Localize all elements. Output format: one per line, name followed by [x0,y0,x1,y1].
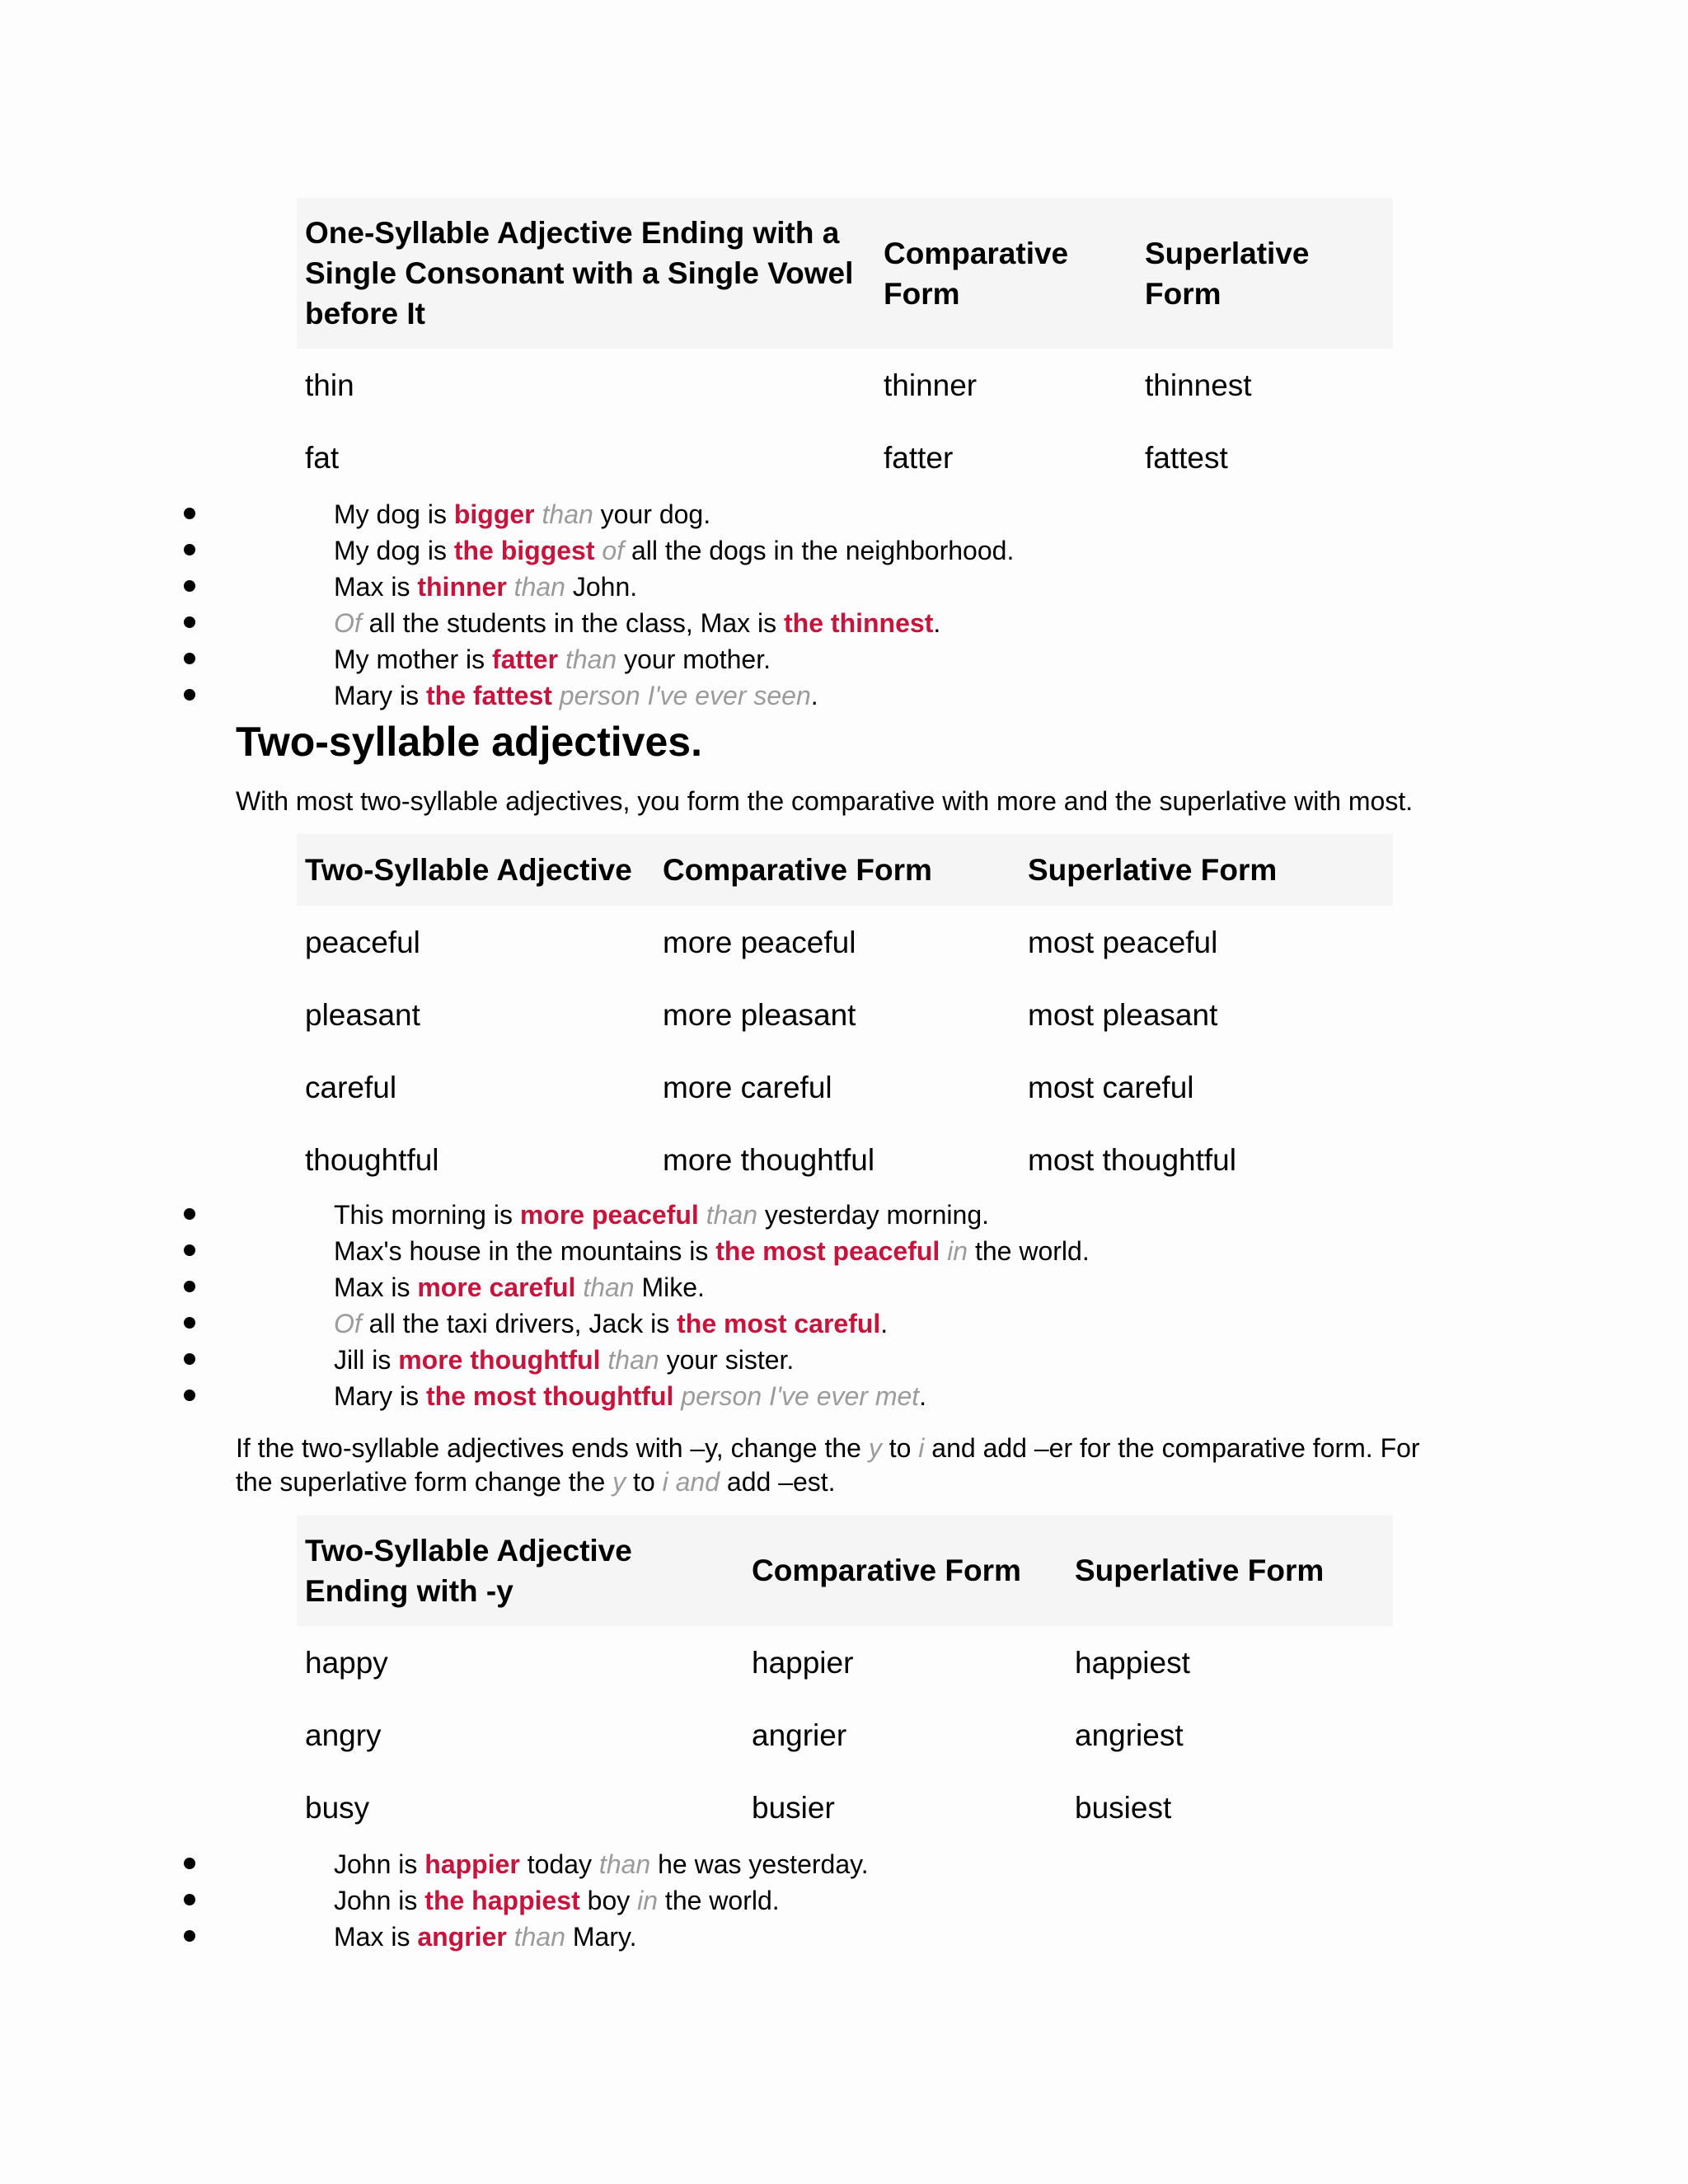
list-item [0,1919,869,1955]
bullet-icon [184,1317,195,1329]
sentence-text [507,572,514,602]
sentence-text: all the taxi drivers, Jack is [361,1309,678,1338]
table-cell: fattest [1145,440,1228,475]
example-list-two-syllable [0,1197,1090,1414]
table-cell: more thoughtful [663,1142,875,1177]
connector-word: y [612,1467,626,1497]
connector-word: Of [334,608,362,638]
table-ending-y [297,1515,1393,1844]
highlight-term: the biggest [453,536,595,565]
table-header-cell: Comparative Form [875,198,1137,349]
table-cell: thinner [884,368,978,402]
sentence-text: If the two-syllable adjectives ends with –y, change the [236,1433,869,1463]
table-cell: peaceful [305,925,420,959]
connector-word: i [918,1433,925,1463]
example-list-one-syllable [0,496,1014,714]
sentence-text [940,1236,947,1266]
bullet-icon [184,653,195,664]
sentence-text: Jill is [334,1345,399,1375]
table-header-cell: Two-Syllable Adjective Ending with -y [297,1515,743,1626]
example-list-ending-y [0,1846,869,1955]
sentence-text [507,1922,514,1952]
bullet-icon [184,1353,195,1365]
connector-word: person I've ever seen [559,681,811,710]
bullet-icon [184,1244,195,1256]
list-item [0,1269,1090,1305]
sentence-text: . [933,608,941,638]
sentence-text: the world. [968,1236,1090,1266]
table-header-cell: One-Syllable Adjective Ending with a Single Consonant with a Single Vowel before It [297,198,875,349]
highlight-term: the most peaceful [715,1236,940,1266]
table-header-row [297,198,1393,349]
table-header-row [297,834,1393,906]
highlight-term: the most careful [677,1309,881,1338]
list-item [0,1305,1090,1342]
table-header-row [297,1515,1393,1626]
highlight-term: fatter [492,644,559,674]
sentence-text: Max is [334,572,418,602]
sentence-text: Mary is [334,1381,426,1411]
bullet-icon [184,1281,195,1292]
table-row [297,1051,1393,1123]
list-item [0,496,1014,532]
sentence-text: Mary is [334,681,426,710]
list-item [0,532,1014,569]
table-row [297,1771,1393,1844]
table-cell: most careful [1028,1070,1194,1104]
connector-word: i and [662,1467,720,1497]
sentence-text: Max is [334,1922,418,1952]
table-cell: more careful [663,1070,832,1104]
connector-word: of [602,536,625,565]
table-row [297,349,1393,421]
sentence-text: . [919,1381,927,1411]
bullet-icon [184,1930,195,1942]
table-header-cell: Superlative Form [1020,834,1393,906]
sentence-text: This morning is [334,1200,520,1230]
bullet-icon [184,508,195,519]
sentence-text: all the dogs in the neighborhood. [624,536,1015,565]
table-cell: happy [305,1645,388,1680]
list-item [0,1882,869,1919]
connector-word: than [542,499,593,529]
connector-word: than [598,1849,651,1879]
sentence-text: My dog is [334,536,454,565]
bullet-icon [184,1894,195,1905]
bullet-icon [184,1390,195,1401]
sentence-text: . [880,1309,889,1338]
list-item [0,1233,1090,1269]
sentence-text: and add –er for the comparative form. For the superlative form change the [236,1433,1420,1497]
sentence-text: add –est. [720,1467,836,1497]
sentence-text: yesterday morning. [757,1200,989,1230]
bullet-icon [184,544,195,555]
sentence-text: Mike. [634,1272,705,1302]
table-cell: angrier [752,1718,847,1752]
sentence-text [673,1381,681,1411]
list-item [0,641,1014,677]
list-item [0,1378,1090,1414]
sentence-text: to [626,1467,663,1497]
connector-word: in [637,1886,659,1915]
table-header-cell: Comparative Form [654,834,1020,906]
highlight-term: more peaceful [519,1200,699,1230]
sentence-text: the world. [658,1886,780,1915]
table-row [297,1699,1393,1771]
highlight-term: the fattest [426,681,552,710]
sentence-text: My dog is [334,499,454,529]
table-two-syllable [297,834,1393,1196]
highlight-term: thinner [417,572,507,602]
table-cell: angry [305,1718,382,1752]
table-row [297,1626,1393,1699]
bullet-icon [184,1858,195,1869]
list-item [0,1846,869,1882]
bullet-icon [184,580,195,592]
table-cell: more pleasant [663,997,856,1032]
sentence-text: your sister. [659,1345,795,1375]
table-cell: fatter [884,440,954,475]
table-one-syllable [297,198,1393,494]
section-heading: Two-syllable adjectives. [236,719,702,765]
table-cell: happier [752,1645,854,1680]
connector-word: y [868,1433,882,1463]
table-row [297,906,1393,978]
sentence-text: John is [334,1849,425,1879]
highlight-term: angrier [417,1922,507,1952]
sentence-text: to [881,1433,919,1463]
table-cell: happiest [1075,1645,1190,1680]
sentence-text [552,681,560,710]
highlight-term: the thinnest [784,608,934,638]
highlight-term: more careful [417,1272,576,1302]
sentence-text: all the students in the class, Max is [361,608,785,638]
sentence-text [535,499,542,529]
list-item [0,677,1014,714]
table-cell: most thoughtful [1028,1142,1236,1177]
table-row [297,421,1393,494]
connector-word: than [583,1272,635,1302]
table-header-cell: Comparative Form [743,1515,1067,1626]
sentence-text [699,1200,706,1230]
connector-word: in [947,1236,968,1266]
connector-word: than [513,572,565,602]
highlight-term: bigger [453,499,535,529]
sentence-text: John. [565,572,638,602]
table-row [297,1123,1393,1196]
connector-word: than [706,1200,757,1230]
highlight-term: happier [424,1849,520,1879]
connector-word: Of [334,1309,362,1338]
sentence-text: Mary. [565,1922,637,1952]
sentence-text [558,644,565,674]
table-cell: more peaceful [663,925,856,959]
table-cell: angriest [1075,1718,1184,1752]
sentence-text: your mother. [617,644,771,674]
table-cell: most pleasant [1028,997,1218,1032]
list-item [0,1342,1090,1378]
sentence-text: boy [579,1886,638,1915]
table-cell: thoughtful [305,1142,439,1177]
table-header-cell: Superlative Form [1067,1515,1393,1626]
table-cell: fat [305,440,340,475]
sentence-text: John is [334,1886,425,1915]
highlight-term: more thoughtful [398,1345,601,1375]
y-rule-paragraph [236,1432,1447,1499]
table-cell: busiest [1075,1790,1172,1825]
sentence-text: Max is [334,1272,418,1302]
table-cell: busy [305,1790,370,1825]
table-header-cell: Two-Syllable Adjective [297,834,654,906]
bullet-icon [184,1208,195,1220]
table-cell: thinnest [1145,368,1252,402]
connector-word: than [513,1922,565,1952]
list-item [0,569,1014,605]
bullet-icon [184,616,195,628]
table-header-cell: Superlative Form [1137,198,1393,349]
table-cell: careful [305,1070,397,1104]
connector-word: than [565,644,617,674]
sentence-text: today [519,1849,599,1879]
bullet-icon [184,689,195,701]
list-item [0,605,1014,641]
sentence-text: your dog. [593,499,711,529]
list-item [0,1197,1090,1233]
highlight-term: the happiest [424,1886,580,1915]
sentence-text: . [810,681,818,710]
connector-word: person I've ever met [681,1381,920,1411]
sentence-text: he was yesterday. [650,1849,869,1879]
table-cell: pleasant [305,997,420,1032]
table-cell: thin [305,368,354,402]
sentence-text [575,1272,583,1302]
sentence-text: Max's house in the mountains is [334,1236,716,1266]
connector-word: than [607,1345,659,1375]
table-cell: busier [752,1790,835,1825]
intro-paragraph: With most two-syllable adjectives, you form the comparative with more and the superlative with most. [236,786,1414,816]
table-row [297,978,1393,1051]
sentence-text: My mother is [334,644,493,674]
highlight-term: the most thoughtful [426,1381,674,1411]
table-cell: most peaceful [1028,925,1218,959]
